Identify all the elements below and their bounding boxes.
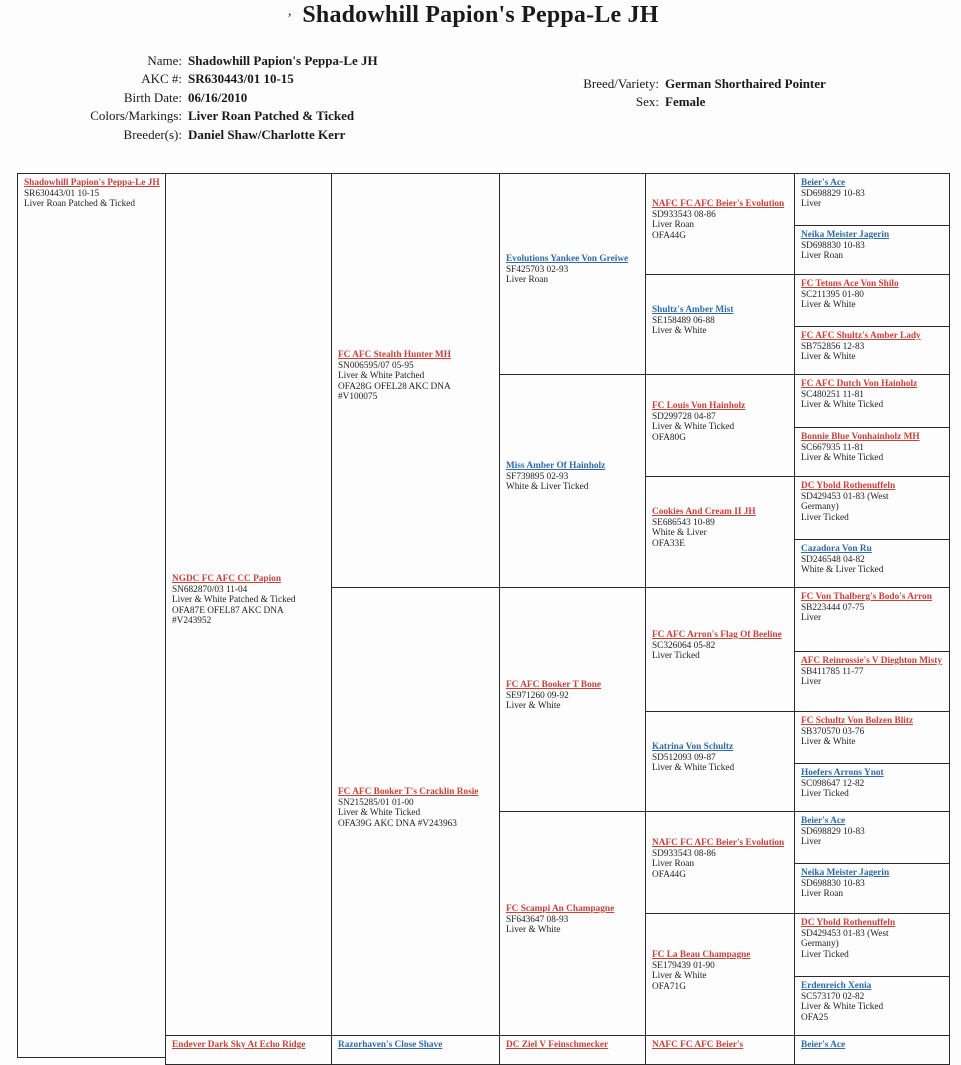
dog-detail-line: SD698830 10-83 <box>801 240 865 251</box>
dog-name-link[interactable]: Miss Amber Of Hainholz <box>506 461 606 471</box>
pedigree-cell-g5-3 <box>794 274 950 327</box>
dog-detail-line: SD429453 01-83 (West <box>801 928 889 939</box>
dog-detail-line: Liver & White <box>652 971 707 981</box>
dog-detail-line: SF739895 02-93 <box>506 471 569 482</box>
pedigree-cell-g5-11 <box>794 711 950 764</box>
pedigree-cell-content <box>652 742 791 774</box>
pedigree-cell-content <box>652 1040 791 1051</box>
dog-detail-line: Liver & White Ticked <box>801 453 884 463</box>
dog-name-link[interactable]: Neika Meister Jagerin <box>801 868 890 878</box>
pedigree-cell-content <box>338 787 496 829</box>
dog-detail-line: OFA39G AKC DNA #V243963 <box>338 818 457 829</box>
pedigree-cell-content <box>801 768 946 800</box>
dog-name-link[interactable]: NAFC FC AFC Beier's Evolution <box>652 838 785 848</box>
dog-detail-line: Liver & White Ticked <box>338 808 421 818</box>
info-row-name <box>0 52 378 70</box>
pedigree-cell-g5-1 <box>794 173 950 226</box>
dog-detail-line: White & Liver <box>652 528 707 538</box>
pedigree-cell-g5-7 <box>794 476 950 540</box>
dog-detail-line: Liver & White <box>801 737 856 747</box>
dog-detail-line: SC211395 01-80 <box>801 289 864 300</box>
pedigree-cell-g4-8 <box>645 913 795 1036</box>
pedigree-cell-g5-5 <box>794 374 950 428</box>
pedigree-cell-content <box>801 178 946 210</box>
dog-name-link[interactable]: Erdenreich Xenia <box>801 981 872 991</box>
info-value: German Shorthaired Pointer <box>665 76 826 91</box>
pedigree-cell-g4-6 <box>645 711 795 812</box>
pedigree-cell-g5-12 <box>794 763 950 812</box>
dog-detail-line: SC326064 05-82 <box>652 640 716 651</box>
dog-detail-line: Liver <box>801 677 822 687</box>
dog-name-link[interactable]: FC AFC Arron's Flag Of Beeline <box>652 630 782 640</box>
dog-detail-line: OFA87E OFEL87 AKC DNA <box>172 605 284 616</box>
pedigree-cell-content <box>338 1040 496 1051</box>
info-label: AKC #: <box>141 71 182 87</box>
dog-name-link[interactable]: Beier's Ace <box>801 1040 846 1050</box>
dog-name-link[interactable]: Beier's Ace <box>801 178 846 188</box>
dog-detail-line: SR630443/01 10-15 <box>24 188 100 199</box>
dog-detail-line: SE158489 06-88 <box>652 315 715 326</box>
dog-detail-line: White & Liver Ticked <box>506 482 589 492</box>
dog-name-link[interactable]: Evolutions Yankee Von Greiwe <box>506 254 629 264</box>
dog-name-link[interactable]: FC AFC Booker T's Cracklin Rosie <box>338 787 479 797</box>
dog-detail-line: SD299728 04-87 <box>652 411 716 422</box>
pedigree-cell-g5-15 <box>794 913 950 977</box>
dog-detail-line: Germany) <box>801 502 839 512</box>
pedigree-cell-content <box>801 816 946 848</box>
dog-name-link[interactable]: DC Ybold Rothenuffeln <box>801 918 896 928</box>
dog-name-link[interactable]: FC Schultz Von Bolzen Blitz <box>801 716 914 726</box>
dog-detail-line: OFA80G <box>652 432 686 443</box>
info-row-sex <box>420 93 826 111</box>
dog-detail-line: OFA44G <box>652 230 686 241</box>
info-label: Breeder(s): <box>123 126 182 142</box>
pedigree-cell-subject <box>17 173 166 1058</box>
dog-detail-line: Liver & White <box>506 701 561 711</box>
pedigree-cell-content <box>652 838 791 880</box>
dog-name-link[interactable]: FC AFC Booker T Bone <box>506 680 602 690</box>
pedigree-cell-content <box>506 904 642 936</box>
pedigree-cell-g2-2 <box>331 587 500 1036</box>
info-label: Name: <box>147 53 182 68</box>
info-label: Birth Date: <box>123 89 182 105</box>
dog-detail-line: Liver Roan <box>652 220 695 230</box>
dog-name-link[interactable]: Neika Meister Jagerin <box>801 230 890 240</box>
pedigree-cell-content <box>801 230 946 262</box>
dog-detail-line: SD698829 10-83 <box>801 826 865 837</box>
dog-detail-line: Liver & White Ticked <box>652 422 735 432</box>
pedigree-cell-content <box>801 544 946 576</box>
pedigree-cell-g3-5 <box>499 1035 646 1065</box>
pedigree-cell-content <box>801 981 946 1023</box>
dog-detail-line: SE971260 09-92 <box>506 690 569 701</box>
dog-name-link[interactable]: Shadowhill Papion's Peppa-Le JH <box>24 178 160 188</box>
dog-detail-line: SN215285/01 01-00 <box>338 797 414 808</box>
pedigree-cell-g2-3 <box>331 1035 500 1065</box>
dog-detail-line: SD933543 08-86 <box>652 209 716 220</box>
dog-detail-line: Liver <box>801 199 822 209</box>
dog-detail-line: SC667935 11-81 <box>801 442 864 453</box>
dog-detail-line: Liver & White <box>801 352 856 362</box>
dog-detail-line: SB223444 07-75 <box>801 602 865 613</box>
dog-detail-line: SE179439 01-90 <box>652 960 715 971</box>
dog-detail-line: Liver Ticked <box>801 512 849 523</box>
pedigree-cell-g5-2 <box>794 225 950 275</box>
dog-name-link[interactable]: Hoefers Arrons Ynot <box>801 768 884 778</box>
pedigree-cell-g3-1 <box>499 173 646 375</box>
dog-detail-line: SC480251 11-81 <box>801 389 864 400</box>
dog-detail-line: SD933543 08-86 <box>652 848 716 859</box>
dog-name-link[interactable]: FC Von Thalberg's Bodo's Arron <box>801 592 932 602</box>
dog-detail-line: Liver Ticked <box>801 789 849 799</box>
dog-name-link[interactable]: FC Scampi An Champagne <box>506 904 615 914</box>
dog-detail-line: Germany) <box>801 939 839 949</box>
pedigree-cell-content <box>338 350 496 403</box>
dog-name-link[interactable]: DC Ybold Rothenuffeln <box>801 481 896 491</box>
pedigree-cell-content <box>506 1040 642 1051</box>
pedigree-cell-content <box>652 401 791 443</box>
dog-name-link[interactable]: Endever Dark Sky At Echo Ridge <box>172 1040 306 1050</box>
dog-name-link[interactable]: Katrina Von Schultz <box>652 742 734 752</box>
dog-detail-line: Liver & White Ticked <box>652 763 735 773</box>
pedigree-cell-g5-9 <box>794 587 950 652</box>
dog-detail-line: Liver & White Patched & Ticked <box>172 595 296 605</box>
dog-detail-line: White & Liver Ticked <box>801 565 884 575</box>
dog-detail-line: SN006595/07 05-95 <box>338 360 414 371</box>
dog-name-link[interactable]: Beier's Ace <box>801 816 846 826</box>
info-row-colors <box>0 107 378 125</box>
pedigree-cell-content <box>801 868 946 900</box>
dog-detail-line: Liver & White <box>652 326 707 336</box>
pedigree-cell-content <box>801 656 946 688</box>
pedigree-cell-g5-8 <box>794 539 950 588</box>
dog-detail-line: Liver Roan <box>801 889 844 899</box>
dog-name-link[interactable]: NAFC FC AFC Beier's <box>652 1040 744 1050</box>
dog-info-right <box>420 75 826 112</box>
dog-detail-line: Liver Roan <box>801 251 844 261</box>
pedigree-cell-g4-1 <box>645 173 795 275</box>
pedigree-cell-g4-4 <box>645 476 795 588</box>
dog-info-left <box>0 52 378 144</box>
dog-detail-line: Liver Roan Patched & Ticked <box>24 199 136 209</box>
dog-detail-line: #V100075 <box>338 392 378 402</box>
dog-detail-line: Liver <box>801 613 822 623</box>
dog-detail-line: Liver Roan <box>506 275 549 285</box>
dog-name-link[interactable]: Cazadora Von Ru <box>801 544 872 554</box>
dog-name-link[interactable]: DC Ziel V Feinschmecker <box>506 1040 609 1050</box>
pedigree-cell-g5-14 <box>794 863 950 914</box>
pedigree-cell-content <box>801 592 946 624</box>
pedigree-cell-content <box>506 461 642 493</box>
info-row-breeders <box>0 126 378 144</box>
page-title-text: Shadowhill Papion's Peppa-Le JH <box>302 2 659 28</box>
dog-detail-line: SD512093 09-87 <box>652 752 716 763</box>
dog-detail-line: SD698830 10-83 <box>801 878 865 889</box>
dog-detail-line: Liver & White Ticked <box>801 1002 884 1012</box>
dog-name-link[interactable]: FC AFC Dutch Von Hainholz <box>801 379 918 389</box>
dog-detail-line: SC573170 02-82 <box>801 991 865 1002</box>
dog-name-link[interactable]: AFC Reinrossie's V Dieghton Misty <box>801 656 943 666</box>
info-row-breed <box>420 75 826 93</box>
pedigree-cell-g3-3 <box>499 587 646 812</box>
pedigree-cell-content <box>652 305 791 337</box>
pedigree-cell-content <box>172 1040 328 1051</box>
dog-detail-line: SF643647 08-93 <box>506 914 569 925</box>
dog-name-link[interactable]: FC AFC Stealth Hunter MH <box>338 350 451 360</box>
pedigree-cell-content <box>506 680 642 712</box>
dog-detail-line: SD429453 01-83 (West <box>801 491 889 502</box>
dog-detail-line: SD698829 10-83 <box>801 188 865 199</box>
info-label: Breed/Variety: <box>583 76 659 91</box>
info-label: Colors/Markings: <box>90 108 182 124</box>
pedigree-cell-g5-17 <box>794 1035 950 1065</box>
dog-name-link[interactable]: FC Louis Von Hainholz <box>652 401 746 411</box>
dog-detail-line: #V243952 <box>172 616 212 626</box>
dog-detail-line: OFA25 <box>801 1012 829 1023</box>
pedigree-cell-content <box>801 432 946 464</box>
pedigree-cell-content <box>801 279 946 311</box>
info-value: Liver Roan Patched & Ticked <box>188 108 355 124</box>
pedigree-cell-content <box>652 199 791 241</box>
pedigree-cell-g3-4 <box>499 811 646 1036</box>
pedigree-cell-g4-2 <box>645 274 795 375</box>
dog-name-link[interactable]: FC Tetons Ace Von Shilo <box>801 279 899 289</box>
dog-detail-line: SE686543 10-89 <box>652 517 715 528</box>
info-value: Daniel Shaw/Charlotte Kerr <box>188 126 346 142</box>
dog-name-link[interactable]: NGDC FC AFC CC Papion <box>172 574 281 584</box>
dog-name-link[interactable]: FC La Beau Champagne <box>652 950 751 960</box>
pedigree-cell-g1-sire <box>165 173 332 1036</box>
dog-name-link[interactable]: Razorhaven's Close Shave <box>338 1040 443 1050</box>
pedigree-cell-content <box>172 574 328 627</box>
pedigree-cell-g5-10 <box>794 651 950 712</box>
pedigree-cell-g5-4 <box>794 326 950 375</box>
pedigree-cell-g2-1 <box>331 173 500 588</box>
info-value: 06/16/2010 <box>188 89 248 105</box>
pedigree-cell-g4-7 <box>645 811 795 914</box>
info-value: Female <box>665 94 706 110</box>
page-title <box>0 2 961 29</box>
info-value: Shadowhill Papion's Peppa-Le JH <box>188 53 378 68</box>
dog-name-link[interactable]: NAFC FC AFC Beier's Evolution <box>652 199 785 209</box>
title-mark: , <box>288 4 292 19</box>
pedigree-cell-content <box>24 178 162 210</box>
pedigree-cell-g5-16 <box>794 976 950 1036</box>
dog-detail-line: SB752856 12-83 <box>801 341 865 352</box>
dog-detail-line: Liver Ticked <box>801 949 849 960</box>
pedigree-cell-content <box>652 950 791 992</box>
pedigree-cell-g4-9 <box>645 1035 795 1065</box>
pedigree-cell-content <box>506 254 642 286</box>
pedigree-cell-content <box>801 716 946 748</box>
dog-name-link[interactable]: FC AFC Shultz's Amber Lady <box>801 331 921 341</box>
pedigree-cell-g4-3 <box>645 374 795 477</box>
pedigree-cell-g5-13 <box>794 811 950 864</box>
dog-detail-line: OFA71G <box>652 981 686 992</box>
dog-detail-line: OFA28G OFEL28 AKC DNA <box>338 381 451 392</box>
dog-detail-line: Liver Ticked <box>652 651 700 661</box>
pedigree-cell-content <box>652 507 791 549</box>
pedigree-cell-g5-6 <box>794 427 950 477</box>
info-row-birth-date <box>0 89 378 107</box>
dog-detail-line: Liver <box>801 837 822 847</box>
dog-detail-line: SC098647 12-82 <box>801 778 865 789</box>
info-label: Sex: <box>635 94 659 110</box>
dog-detail-line: Liver & White Ticked <box>801 400 884 410</box>
dog-detail-line: Liver & White <box>506 925 561 935</box>
pedigree-cell-g1-dam <box>165 1035 332 1065</box>
pedigree-cell-content <box>652 630 791 662</box>
dog-detail-line: SF425703 02-93 <box>506 264 569 275</box>
pedigree-cell-content <box>801 379 946 411</box>
dog-detail-line: SB411785 11-77 <box>801 666 864 677</box>
dog-name-link[interactable]: Bonnie Blue Vonhainholz MH <box>801 432 920 442</box>
dog-name-link[interactable]: Shultz's Amber Mist <box>652 305 734 315</box>
pedigree-cell-g4-5 <box>645 587 795 712</box>
pedigree-cell-content <box>801 481 946 523</box>
dog-detail-line: OFA33E <box>652 538 685 549</box>
dog-detail-line: SB370570 03-76 <box>801 726 865 737</box>
dog-detail-line: Liver & White Patched <box>338 371 425 381</box>
pedigree-cell-g3-2 <box>499 374 646 588</box>
info-row-akc <box>0 70 378 88</box>
pedigree-cell-content <box>801 331 946 363</box>
dog-detail-line: Liver Roan <box>652 859 695 869</box>
dog-detail-line: Liver & White <box>801 300 856 310</box>
info-value: SR630443/01 10-15 <box>188 71 294 87</box>
dog-name-link[interactable]: Cookies And Cream II JH <box>652 507 756 517</box>
pedigree-cell-content <box>801 918 946 960</box>
dog-detail-line: SN682870/03 11-04 <box>172 584 248 595</box>
pedigree-cell-content <box>801 1040 946 1051</box>
dog-detail-line: SD246548 04-82 <box>801 554 865 565</box>
dog-detail-line: OFA44G <box>652 869 686 880</box>
